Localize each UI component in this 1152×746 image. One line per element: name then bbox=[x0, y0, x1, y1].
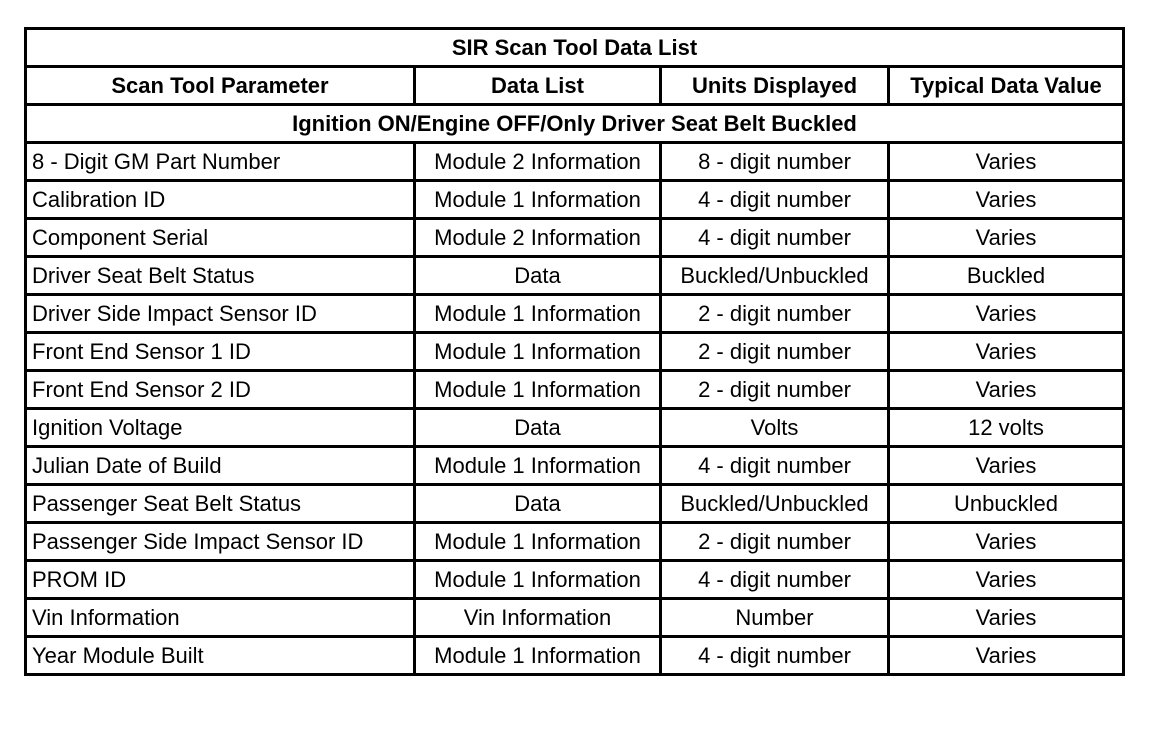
units-cell: Buckled/Unbuckled bbox=[661, 485, 889, 523]
param-cell: PROM ID bbox=[26, 561, 415, 599]
data-list-cell: Module 1 Information bbox=[415, 371, 661, 409]
param-cell: Driver Seat Belt Status bbox=[26, 257, 415, 295]
param-cell: Passenger Seat Belt Status bbox=[26, 485, 415, 523]
param-cell: Calibration ID bbox=[26, 181, 415, 219]
units-cell: 4 - digit number bbox=[661, 561, 889, 599]
units-cell: Number bbox=[661, 599, 889, 637]
data-list-cell: Module 1 Information bbox=[415, 561, 661, 599]
data-list-cell: Module 1 Information bbox=[415, 447, 661, 485]
data-list-cell: Data bbox=[415, 257, 661, 295]
typical-value-cell: Varies bbox=[889, 561, 1124, 599]
data-list-cell: Module 2 Information bbox=[415, 143, 661, 181]
param-cell: Year Module Built bbox=[26, 637, 415, 675]
units-cell: 4 - digit number bbox=[661, 637, 889, 675]
table-row bbox=[26, 447, 1124, 485]
param-cell: Vin Information bbox=[26, 599, 415, 637]
typical-value-cell: 12 volts bbox=[889, 409, 1124, 447]
typical-value-cell: Varies bbox=[889, 371, 1124, 409]
units-cell: Volts bbox=[661, 409, 889, 447]
units-cell: 2 - digit number bbox=[661, 523, 889, 561]
data-list-cell: Module 1 Information bbox=[415, 181, 661, 219]
table-row bbox=[26, 295, 1124, 333]
table-row bbox=[26, 181, 1124, 219]
table-row bbox=[26, 485, 1124, 523]
typical-value-cell: Varies bbox=[889, 447, 1124, 485]
data-list-cell: Module 1 Information bbox=[415, 333, 661, 371]
units-cell: 2 - digit number bbox=[661, 333, 889, 371]
table-row bbox=[26, 599, 1124, 637]
param-cell: 8 - Digit GM Part Number bbox=[26, 143, 415, 181]
data-list-cell: Module 1 Information bbox=[415, 637, 661, 675]
typical-value-cell: Varies bbox=[889, 599, 1124, 637]
param-cell: Front End Sensor 2 ID bbox=[26, 371, 415, 409]
data-list-cell: Module 2 Information bbox=[415, 219, 661, 257]
param-cell: Front End Sensor 1 ID bbox=[26, 333, 415, 371]
table-row bbox=[26, 143, 1124, 181]
typical-value-cell: Varies bbox=[889, 333, 1124, 371]
table-row bbox=[26, 219, 1124, 257]
units-cell: 4 - digit number bbox=[661, 219, 889, 257]
header-units-displayed: Units Displayed bbox=[661, 67, 889, 105]
param-cell: Component Serial bbox=[26, 219, 415, 257]
table-body bbox=[26, 143, 1124, 675]
typical-value-cell: Varies bbox=[889, 181, 1124, 219]
typical-value-cell: Unbuckled bbox=[889, 485, 1124, 523]
units-cell: 4 - digit number bbox=[661, 447, 889, 485]
units-cell: 2 - digit number bbox=[661, 295, 889, 333]
table-row bbox=[26, 523, 1124, 561]
data-list-cell: Data bbox=[415, 485, 661, 523]
param-cell: Driver Side Impact Sensor ID bbox=[26, 295, 415, 333]
data-list-cell: Module 1 Information bbox=[415, 295, 661, 333]
typical-value-cell: Varies bbox=[889, 295, 1124, 333]
data-list-cell: Module 1 Information bbox=[415, 523, 661, 561]
units-cell: 2 - digit number bbox=[661, 371, 889, 409]
typical-value-cell: Varies bbox=[889, 637, 1124, 675]
param-cell: Ignition Voltage bbox=[26, 409, 415, 447]
header-scan-tool-parameter: Scan Tool Parameter bbox=[26, 67, 415, 105]
table-row bbox=[26, 333, 1124, 371]
table-row bbox=[26, 637, 1124, 675]
table-row bbox=[26, 257, 1124, 295]
typical-value-cell: Varies bbox=[889, 523, 1124, 561]
table-row bbox=[26, 409, 1124, 447]
sir-data-table bbox=[24, 27, 1125, 676]
table-row bbox=[26, 371, 1124, 409]
header-typical-data-value: Typical Data Value bbox=[889, 67, 1124, 105]
header-data-list: Data List bbox=[415, 67, 661, 105]
typical-value-cell: Varies bbox=[889, 219, 1124, 257]
param-cell: Julian Date of Build bbox=[26, 447, 415, 485]
units-cell: 8 - digit number bbox=[661, 143, 889, 181]
data-list-cell: Vin Information bbox=[415, 599, 661, 637]
units-cell: 4 - digit number bbox=[661, 181, 889, 219]
units-cell: Buckled/Unbuckled bbox=[661, 257, 889, 295]
typical-value-cell: Varies bbox=[889, 143, 1124, 181]
param-cell: Passenger Side Impact Sensor ID bbox=[26, 523, 415, 561]
table-row bbox=[26, 561, 1124, 599]
typical-value-cell: Buckled bbox=[889, 257, 1124, 295]
data-list-cell: Data bbox=[415, 409, 661, 447]
section-heading: Ignition ON/Engine OFF/Only Driver Seat Belt Buckled bbox=[26, 105, 1124, 143]
table-title: SIR Scan Tool Data List bbox=[26, 29, 1124, 67]
